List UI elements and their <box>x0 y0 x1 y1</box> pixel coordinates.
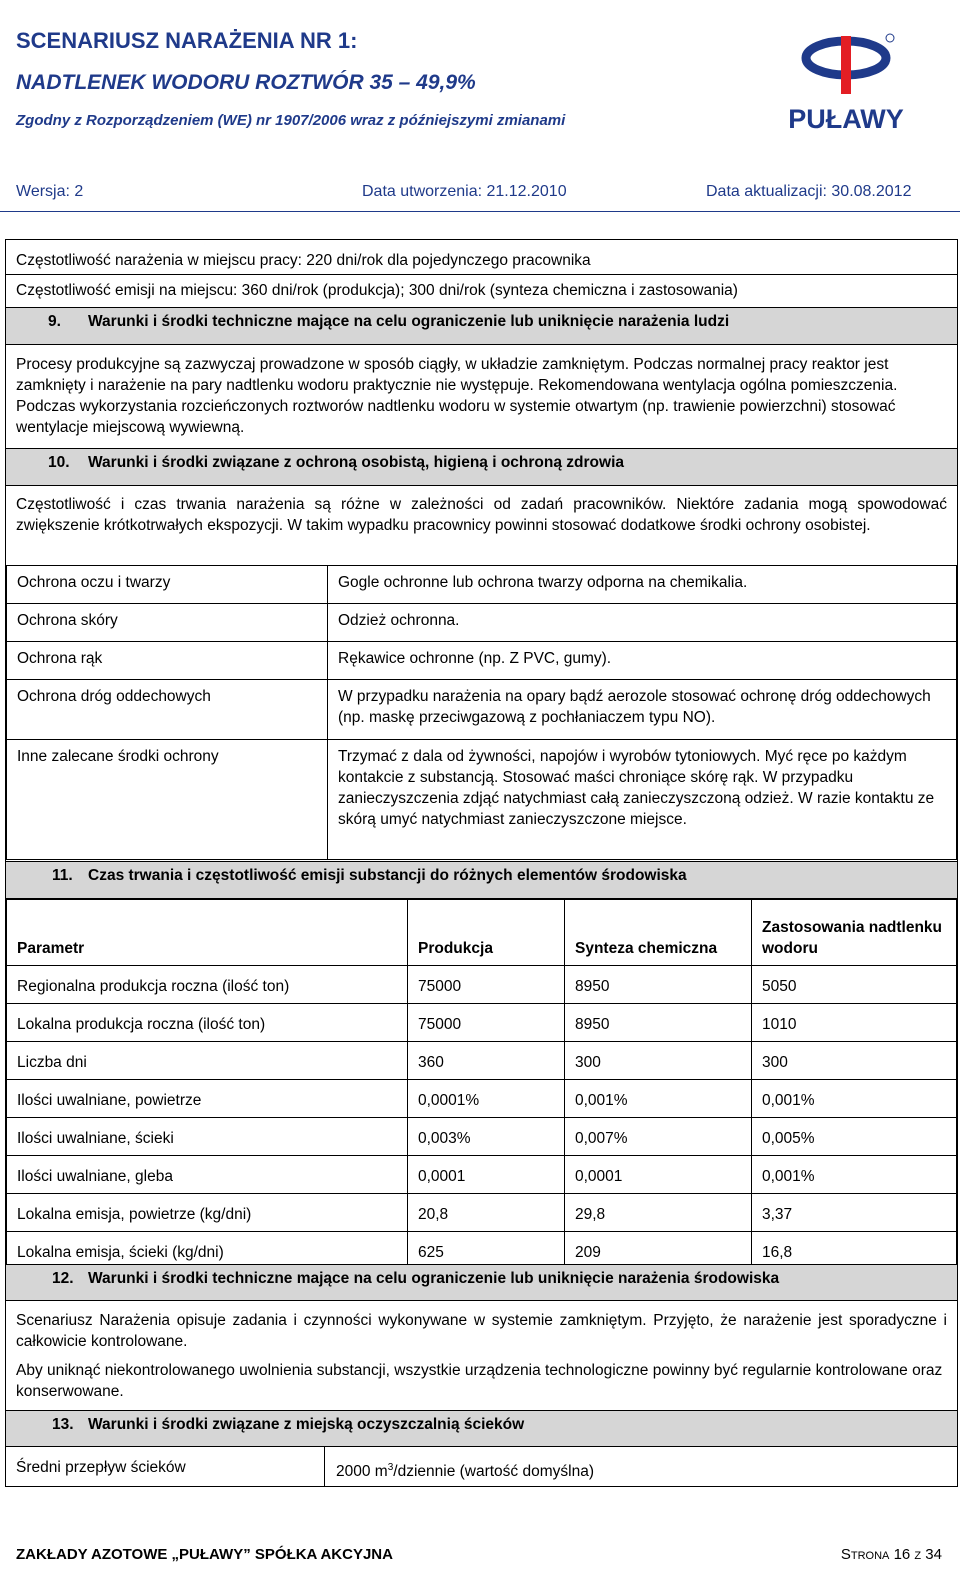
section-9-header: 9. Warunki i środki techniczne mające na celu ograniczenie lub uniknięcie narażenia ludzi <box>6 307 957 345</box>
value-cell: 0,001% <box>565 1080 752 1118</box>
value-cell: 16,8 <box>752 1232 957 1270</box>
section-12-title: Warunki i środki techniczne mające na celu ograniczenie lub uniknięcie narażenia środowiska <box>88 1270 780 1287</box>
wastewater-flow-value: 2000 $m^3$/dziennie (wartość domyślna) <box>336 1462 594 1481</box>
value-cell: 8950 <box>565 966 752 1004</box>
value-cell: 360 <box>408 1042 565 1080</box>
value-cell: 75000 <box>408 1004 565 1042</box>
value-cell: 625 <box>408 1232 565 1270</box>
col-header: Parametr <box>7 900 408 966</box>
value-cell: 20,8 <box>408 1194 565 1232</box>
protection-label: Inne zalecane środki ochrony <box>7 740 328 860</box>
table-row <box>7 1194 957 1232</box>
protection-label: Ochrona oczu i twarzy <box>7 566 328 604</box>
parameter-cell: Ilości uwalniane, ścieki <box>7 1118 408 1156</box>
protection-value: W przypadku narażenia na opary bądź aerozole stosować ochronę dróg oddechowych (np. maskę przeciwgazową z pochłaniaczem typu NO). <box>328 680 957 740</box>
parameter-cell: Ilości uwalniane, gleba <box>7 1156 408 1194</box>
protection-label: Ochrona dróg oddechowych <box>7 680 328 740</box>
section-11-title: Czas trwania i częstotliwość emisji substancji do różnych elementów środowiska <box>88 867 687 884</box>
header-rule <box>0 211 960 212</box>
created-date: Data utworzenia: 21.12.2010 <box>362 183 567 200</box>
value-cell: 0,003% <box>408 1118 565 1156</box>
value-cell: 209 <box>565 1232 752 1270</box>
section-10-title: Warunki i środki związane z ochroną osobistą, higieną i ochroną zdrowia <box>88 454 624 471</box>
section-11 <box>5 861 958 1264</box>
regulation-note: Zgodny z Rozporządzeniem (WE) nr 1907/2006 wraz z późniejszymi zmianami <box>16 112 566 129</box>
value-cell: 8950 <box>565 1004 752 1042</box>
section-12-header: 12. Warunki i środki techniczne mające na celu ograniczenie lub uniknięcie narażenia środowiska <box>6 1264 957 1301</box>
table-row <box>7 1080 957 1118</box>
section-12-text-1: Scenariusz Narażenia opisuje zadania i czynności wykonywane w systemie zamkniętym. Przyjęto, że narażenie jest sporadyczne i całkowicie kontrolowane. <box>16 1312 947 1350</box>
col-header: Zastosowania nadtlenku wodoru <box>752 900 957 966</box>
protection-table <box>6 565 957 860</box>
section-9-title: Warunki i środki techniczne mające na celu ograniczenie lub uniknięcie narażenia ludzi <box>88 313 730 330</box>
protection-value: Rękawice ochronne (np. Z PVC, gumy). <box>328 642 957 680</box>
parameter-cell: Regionalna produkcja roczna (ilość ton) <box>7 966 408 1004</box>
value-cell: 0,0001 <box>408 1156 565 1194</box>
value-cell: 300 <box>565 1042 752 1080</box>
exposure-frequency: Częstotliwość narażenia w miejscu pracy: 220 dni/rok dla pojedynczego pracownika <box>16 252 591 269</box>
parameter-cell: Lokalna emisja, ścieki (kg/dni) <box>7 1232 408 1270</box>
value-cell: 1010 <box>752 1004 957 1042</box>
table-row <box>7 1042 957 1080</box>
value-cell: 75000 <box>408 966 565 1004</box>
document-title: SCENARIUSZ NARAŻENIA NR 1: <box>16 28 358 53</box>
section-11-header: 11. Czas trwania i częstotliwość emisji substancji do różnych elementów środowiska <box>6 861 957 899</box>
value-cell: 300 <box>752 1042 957 1080</box>
section-10-header: 10. Warunki i środki związane z ochroną osobistą, higieną i ochroną zdrowia <box>6 448 957 486</box>
emission-frequency: Częstotliwość emisji na miejscu: 360 dni/rok (produkcja); 300 dni/rok (synteza chemiczna i zastosowania) <box>16 282 738 299</box>
section-12-text-2: Aby uniknąć niekontrolowanego uwolnienia substancji, wszystkie urządzenia technologiczne powinny być regularnie kontrolowane oraz konserwowane. <box>16 1362 943 1400</box>
value-cell: 3,37 <box>752 1194 957 1232</box>
value-cell: 0,001% <box>752 1156 957 1194</box>
protection-value: Trzymać z dala od żywności, napojów i wyrobów tytoniowych. Myć ręce po każdym kontakcie z substancją. Stosować maści chroniące skórę rąk. W przypadku zanieczyszczenia zdjąć natychmiast całą zanieczyszczoną odzież. W razie kontaktu ze skórą umyć natychmiast zanieczyszczone miejsce. <box>328 740 957 860</box>
protection-label: Ochrona rąk <box>7 642 328 680</box>
table-row <box>7 604 957 642</box>
substance-title: NADTLENEK WODORU ROZTWÓR 35 – 49,9% <box>16 71 476 94</box>
table-row <box>7 566 957 604</box>
version: Wersja: 2 <box>16 183 84 200</box>
protection-value: Gogle ochronne lub ochrona twarzy odporna na chemikalia. <box>328 566 957 604</box>
logo-text: PUŁAWY <box>788 104 904 134</box>
section-13-header: 13. Warunki i środki związane z miejską oczyszczalnią ścieków <box>6 1410 957 1447</box>
table-row <box>7 740 957 860</box>
parameter-cell: Lokalna emisja, powietrze (kg/dni) <box>7 1194 408 1232</box>
value-cell: 0,007% <box>565 1118 752 1156</box>
table-header-row <box>7 900 957 966</box>
parameter-cell: Lokalna produkcja roczna (ilość ton) <box>7 1004 408 1042</box>
section-13-title: Warunki i środki związane z miejską oczyszczalnią ścieków <box>88 1416 525 1433</box>
table-row <box>7 642 957 680</box>
table-row <box>7 1118 957 1156</box>
table-row <box>7 1004 957 1042</box>
table-row <box>7 966 957 1004</box>
table-row <box>7 680 957 740</box>
value-cell: 0,005% <box>752 1118 957 1156</box>
value-cell: 0,0001 <box>565 1156 752 1194</box>
pulawy-logo <box>788 30 904 140</box>
section-10-text: Częstotliwość i czas trwania narażenia są różne w zależności od zadań pracowników. Niektóre zadania mogą spowodować zwiększenie krótkotrwałych ekspozycji. W takim wypadku pracownicy powinni stosować dodatkowe środki ochrony osobistej. <box>16 496 947 534</box>
table-row <box>7 1156 957 1194</box>
wastewater-flow-label: Średni przepływ ścieków <box>16 1459 186 1476</box>
parameter-cell: Liczba dni <box>7 1042 408 1080</box>
footer-page-number: Strona 16 z 34 <box>840 1546 942 1563</box>
value-cell: 29,8 <box>565 1194 752 1232</box>
col-header: Produkcja <box>408 900 565 966</box>
protection-label: Ochrona skóry <box>7 604 328 642</box>
col-header: Synteza chemiczna <box>565 900 752 966</box>
sections-12-13 <box>5 1264 958 1487</box>
value-cell: 0,0001% <box>408 1080 565 1118</box>
value-cell: 5050 <box>752 966 957 1004</box>
footer-company: ZAKŁADY AZOTOWE „PUŁAWY” SPÓŁKA AKCYJNA <box>16 1546 393 1563</box>
protection-value: Odzież ochronna. <box>328 604 957 642</box>
section-9-text: Procesy produkcyjne są zazwyczaj prowadzone w sposób ciągły, w układzie zamkniętym. Podczas normalnej pracy reaktor jest zamknięty i narażenie na pary nadtlenku wodoru praktycznie nie występuje. Rekomendowana wentylacja ogólna pomieszczenia. Podczas wykorzystania rozcieńczonych roztworów nadtlenku wodoru w systemie otwartym (np. trawienie powierzchni) stosować wentylacje miejscową wywiewną. <box>16 356 898 436</box>
emission-table <box>6 899 957 1270</box>
updated-date: Data aktualizacji: 30.08.2012 <box>706 183 912 200</box>
value-cell: 0,001% <box>752 1080 957 1118</box>
parameter-cell: Ilości uwalniane, powietrze <box>7 1080 408 1118</box>
